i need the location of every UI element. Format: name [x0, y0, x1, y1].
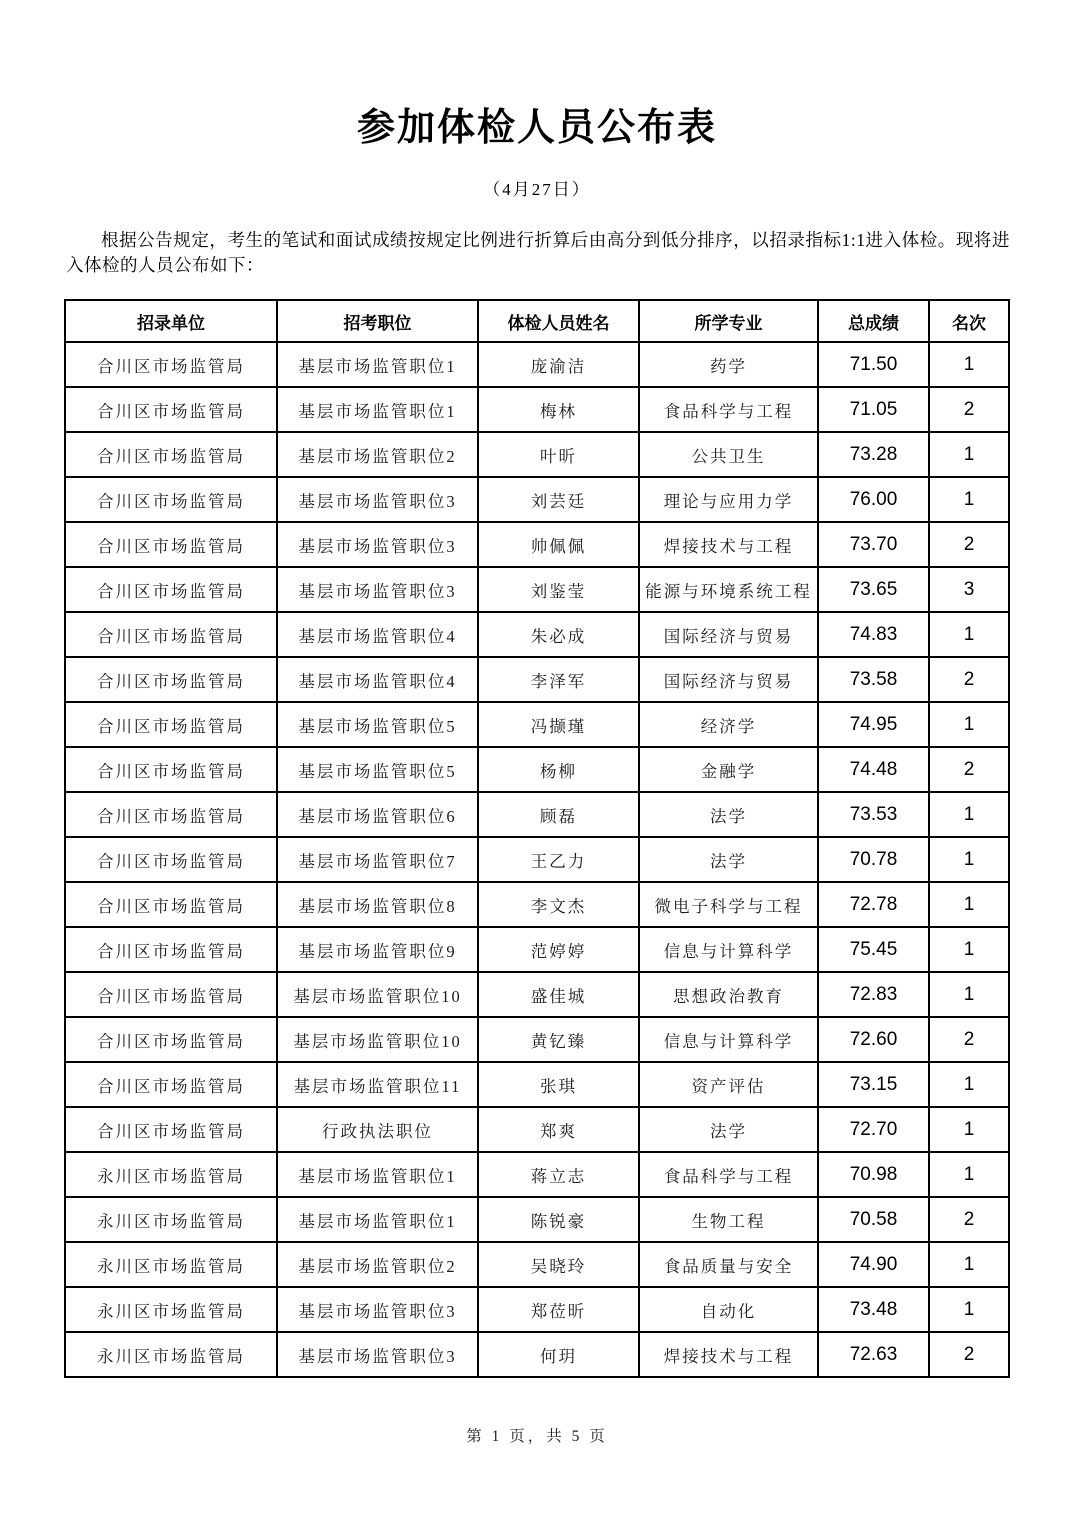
table-cell: 基层市场监管职位3 [277, 1332, 478, 1377]
table-cell: 冯撷瑾 [478, 702, 639, 747]
table-cell: 基层市场监管职位11 [277, 1062, 478, 1107]
column-header-1: 招考职位 [277, 300, 478, 342]
table-cell: 郑爽 [478, 1107, 639, 1152]
table-cell: 基层市场监管职位4 [277, 657, 478, 702]
table-row [65, 432, 1009, 477]
table-cell: 基层市场监管职位3 [277, 477, 478, 522]
table-cell: 生物工程 [639, 1197, 818, 1242]
table-cell: 金融学 [639, 747, 818, 792]
table-row [65, 342, 1009, 387]
column-header-5: 名次 [929, 300, 1009, 342]
table-cell: 74.90 [818, 1242, 929, 1287]
table-cell: 基层市场监管职位6 [277, 792, 478, 837]
table-cell: 基层市场监管职位10 [277, 972, 478, 1017]
table-cell: 李泽军 [478, 657, 639, 702]
table-cell: 71.50 [818, 342, 929, 387]
column-header-0: 招录单位 [65, 300, 277, 342]
table-row [65, 747, 1009, 792]
table-cell: 73.70 [818, 522, 929, 567]
date-line: （4月27日） [483, 180, 591, 199]
table-cell: 梅林 [478, 387, 639, 432]
table-cell: 食品科学与工程 [639, 1152, 818, 1197]
page-title: 参加体检人员公布表 [356, 107, 717, 149]
table-cell: 71.05 [818, 387, 929, 432]
table-cell: 基层市场监管职位5 [277, 702, 478, 747]
table-cell: 74.48 [818, 747, 929, 792]
table-row [65, 1152, 1009, 1197]
table-cell: 药学 [639, 342, 818, 387]
table-cell: 73.53 [818, 792, 929, 837]
table-cell: 食品科学与工程 [639, 387, 818, 432]
table-cell: 合川区市场监管局 [65, 342, 277, 387]
table-row [65, 612, 1009, 657]
table-cell: 73.28 [818, 432, 929, 477]
table-cell: 1 [929, 342, 1009, 387]
table-cell: 基层市场监管职位1 [277, 1197, 478, 1242]
table-cell: 基层市场监管职位2 [277, 1242, 478, 1287]
table-row [65, 1107, 1009, 1152]
table-cell: 合川区市场监管局 [65, 612, 277, 657]
table-cell: 帅佩佩 [478, 522, 639, 567]
table-cell: 合川区市场监管局 [65, 432, 277, 477]
table-cell: 73.58 [818, 657, 929, 702]
table-cell: 2 [929, 1197, 1009, 1242]
table-cell: 永川区市场监管局 [65, 1287, 277, 1332]
table-cell: 基层市场监管职位1 [277, 342, 478, 387]
table-cell: 合川区市场监管局 [65, 972, 277, 1017]
table-cell: 70.78 [818, 837, 929, 882]
table-cell: 微电子科学与工程 [639, 882, 818, 927]
table-cell: 刘芸廷 [478, 477, 639, 522]
table-cell: 朱必成 [478, 612, 639, 657]
table-cell: 合川区市场监管局 [65, 1062, 277, 1107]
table-cell: 基层市场监管职位8 [277, 882, 478, 927]
table-cell: 庞渝洁 [478, 342, 639, 387]
table-cell: 合川区市场监管局 [65, 477, 277, 522]
table-cell: 合川区市场监管局 [65, 1017, 277, 1062]
table-row [65, 1287, 1009, 1332]
table-row [65, 972, 1009, 1017]
table-cell: 法学 [639, 792, 818, 837]
table-cell: 基层市场监管职位5 [277, 747, 478, 792]
table-cell: 1 [929, 837, 1009, 882]
table-cell: 基层市场监管职位1 [277, 387, 478, 432]
table-cell: 2 [929, 1017, 1009, 1062]
table-row [65, 387, 1009, 432]
table-cell: 72.60 [818, 1017, 929, 1062]
table-row [65, 522, 1009, 567]
table-row [65, 1332, 1009, 1377]
table-cell: 信息与计算科学 [639, 1017, 818, 1062]
table-cell: 合川区市场监管局 [65, 927, 277, 972]
table-cell: 张琪 [478, 1062, 639, 1107]
table-cell: 基层市场监管职位10 [277, 1017, 478, 1062]
table-row [65, 882, 1009, 927]
table-row [65, 1017, 1009, 1062]
table-cell: 2 [929, 747, 1009, 792]
table-cell: 基层市场监管职位3 [277, 567, 478, 612]
table-cell: 合川区市场监管局 [65, 522, 277, 567]
table-cell: 70.58 [818, 1197, 929, 1242]
table-row [65, 477, 1009, 522]
table-cell: 基层市场监管职位3 [277, 522, 478, 567]
table-cell: 信息与计算科学 [639, 927, 818, 972]
table-cell: 理论与应用力学 [639, 477, 818, 522]
table-cell: 杨柳 [478, 747, 639, 792]
column-header-2: 体检人员姓名 [478, 300, 639, 342]
table-cell: 陈锐豪 [478, 1197, 639, 1242]
table-cell: 永川区市场监管局 [65, 1152, 277, 1197]
table-body [65, 342, 1009, 1377]
table-cell: 1 [929, 1062, 1009, 1107]
column-header-4: 总成绩 [818, 300, 929, 342]
table-cell: 73.48 [818, 1287, 929, 1332]
table-header-row [65, 300, 1009, 342]
table-cell: 1 [929, 882, 1009, 927]
table-cell: 合川区市场监管局 [65, 882, 277, 927]
table-cell: 能源与环境系统工程 [639, 567, 818, 612]
table-cell: 2 [929, 387, 1009, 432]
page-number-footer: 第 1 页，共 5 页 [466, 1428, 608, 1445]
table-cell: 2 [929, 522, 1009, 567]
table-cell: 74.83 [818, 612, 929, 657]
table-cell: 思想政治教育 [639, 972, 818, 1017]
table-cell: 2 [929, 657, 1009, 702]
table-cell: 焊接技术与工程 [639, 1332, 818, 1377]
table-cell: 73.65 [818, 567, 929, 612]
table-cell: 永川区市场监管局 [65, 1332, 277, 1377]
table-cell: 永川区市场监管局 [65, 1242, 277, 1287]
table-cell: 72.63 [818, 1332, 929, 1377]
table-cell: 基层市场监管职位1 [277, 1152, 478, 1197]
table-cell: 刘鉴莹 [478, 567, 639, 612]
table-cell: 合川区市场监管局 [65, 567, 277, 612]
table-row [65, 837, 1009, 882]
table-cell: 1 [929, 1152, 1009, 1197]
table-cell: 1 [929, 792, 1009, 837]
table-cell: 资产评估 [639, 1062, 818, 1107]
table-cell: 自动化 [639, 1287, 818, 1332]
table-cell: 合川区市场监管局 [65, 837, 277, 882]
medical-exam-roster-table [64, 299, 1010, 1378]
table-cell: 76.00 [818, 477, 929, 522]
table-cell: 食品质量与安全 [639, 1242, 818, 1287]
table-cell: 王乙力 [478, 837, 639, 882]
table-cell: 经济学 [639, 702, 818, 747]
table-cell: 黄钇臻 [478, 1017, 639, 1062]
table-cell: 基层市场监管职位3 [277, 1287, 478, 1332]
table-cell: 合川区市场监管局 [65, 792, 277, 837]
table-cell: 吴晓玲 [478, 1242, 639, 1287]
table-cell: 焊接技术与工程 [639, 522, 818, 567]
table-cell: 公共卫生 [639, 432, 818, 477]
table-cell: 蒋立志 [478, 1152, 639, 1197]
table-cell: 72.83 [818, 972, 929, 1017]
table-cell: 合川区市场监管局 [65, 657, 277, 702]
table-cell: 1 [929, 1287, 1009, 1332]
table-cell: 72.78 [818, 882, 929, 927]
table-cell: 1 [929, 972, 1009, 1017]
table-cell: 1 [929, 927, 1009, 972]
table-cell: 国际经济与贸易 [639, 657, 818, 702]
table-cell: 1 [929, 1107, 1009, 1152]
table-cell: 合川区市场监管局 [65, 702, 277, 747]
table-cell: 1 [929, 477, 1009, 522]
table-cell: 合川区市场监管局 [65, 747, 277, 792]
table-cell: 盛佳城 [478, 972, 639, 1017]
table-cell: 国际经济与贸易 [639, 612, 818, 657]
table-cell: 顾磊 [478, 792, 639, 837]
table-cell: 法学 [639, 1107, 818, 1152]
table-cell: 75.45 [818, 927, 929, 972]
table-cell: 2 [929, 1332, 1009, 1377]
table-cell: 1 [929, 612, 1009, 657]
table-cell: 基层市场监管职位2 [277, 432, 478, 477]
table-cell: 1 [929, 702, 1009, 747]
table-cell: 叶昕 [478, 432, 639, 477]
table-cell: 3 [929, 567, 1009, 612]
table-row [65, 1062, 1009, 1107]
table-cell: 法学 [639, 837, 818, 882]
table-cell: 73.15 [818, 1062, 929, 1107]
table-cell: 永川区市场监管局 [65, 1197, 277, 1242]
intro-paragraph: 根据公告规定，考生的笔试和面试成绩按规定比例进行折算后由高分到低分排序，以招录指标1:1进入体检。现将进入体检的人员公布如下： [66, 230, 1010, 275]
table-cell: 基层市场监管职位7 [277, 837, 478, 882]
table-cell: 1 [929, 1242, 1009, 1287]
table-row [65, 1197, 1009, 1242]
table-cell: 何玥 [478, 1332, 639, 1377]
table-row [65, 1242, 1009, 1287]
table-cell: 基层市场监管职位4 [277, 612, 478, 657]
table-cell: 李文杰 [478, 882, 639, 927]
table-cell: 范婷婷 [478, 927, 639, 972]
table-cell: 70.98 [818, 1152, 929, 1197]
table-row [65, 927, 1009, 972]
table-cell: 基层市场监管职位9 [277, 927, 478, 972]
table-cell: 合川区市场监管局 [65, 1107, 277, 1152]
table-row [65, 702, 1009, 747]
column-header-3: 所学专业 [639, 300, 818, 342]
table-row [65, 792, 1009, 837]
table-cell: 74.95 [818, 702, 929, 747]
table-row [65, 567, 1009, 612]
table-cell: 合川区市场监管局 [65, 387, 277, 432]
table-row [65, 657, 1009, 702]
table-cell: 行政执法职位 [277, 1107, 478, 1152]
table-cell: 1 [929, 432, 1009, 477]
table-cell: 郑莅昕 [478, 1287, 639, 1332]
table-cell: 72.70 [818, 1107, 929, 1152]
